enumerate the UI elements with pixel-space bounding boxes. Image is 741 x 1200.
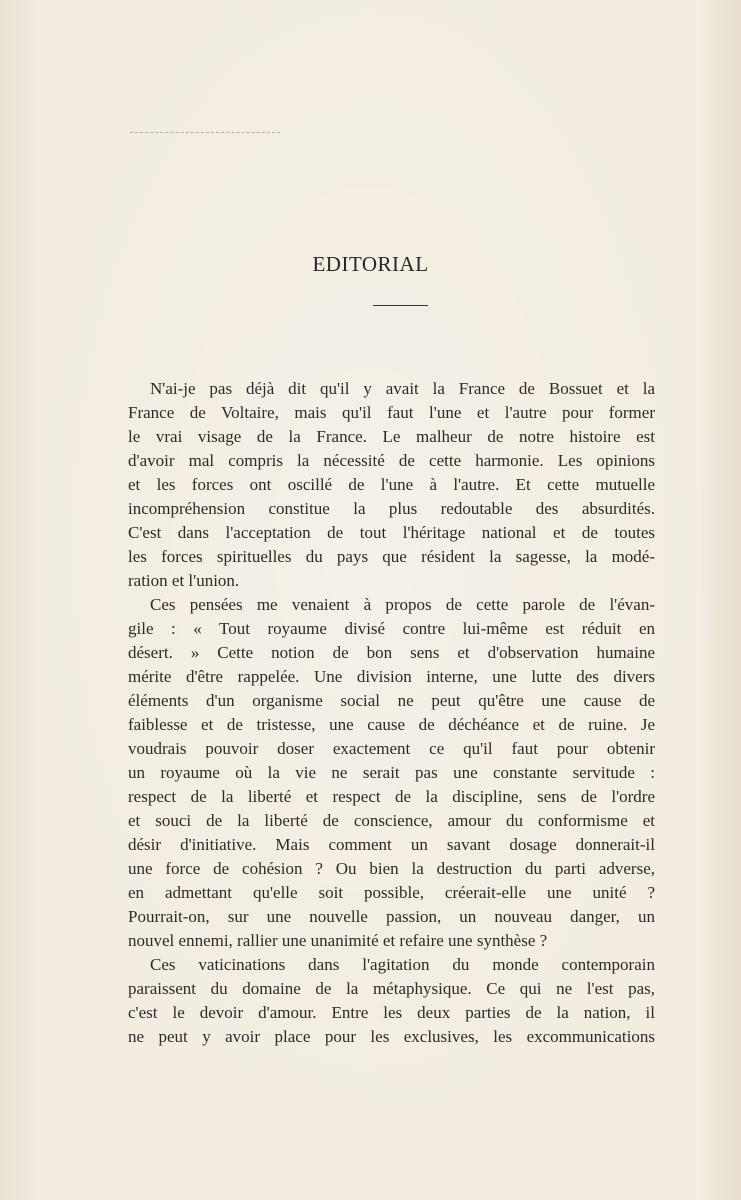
page-title: EDITORIAL: [312, 252, 429, 276]
editorial-body: [128, 377, 655, 1049]
text-line: paraissent du domaine de la métaphysique. Ce qui ne l'est pas,: [128, 979, 655, 998]
text-line: gile : « Tout royaume divisé contre lui-même est réduit en: [128, 619, 655, 638]
text-line: éléments d'un organisme social ne peut qu'être une cause de: [128, 691, 655, 710]
text-line: mérite d'être rappelée. Une division interne, une lutte des divers: [128, 667, 655, 686]
text-line: un royaume où la vie ne serait pas une constante servitude :: [128, 763, 655, 782]
text-line: N'ai-je pas déjà dit qu'il y avait la France de Bossuet et la: [150, 379, 655, 398]
text-line: faiblesse et de tristesse, une cause de déchéance et de ruine. Je: [128, 715, 655, 734]
text-line: France de Voltaire, mais qu'il faut l'une et l'autre pour former: [128, 403, 655, 422]
text-line: Pourrait-on, sur une nouvelle passion, un nouveau danger, un: [128, 907, 655, 926]
text-line: les forces spirituelles du pays que résident la sagesse, la modé-: [128, 547, 655, 566]
text-line: et les forces ont oscillé de l'une à l'autre. Et cette mutuelle: [128, 475, 655, 494]
text-line: et souci de la liberté de conscience, amour du conformisme et: [128, 811, 655, 830]
text-line: en admettant qu'elle soit possible, créerait-elle une unité ?: [128, 883, 655, 902]
text-line: une force de cohésion ? Ou bien la destruction du parti adverse,: [128, 859, 655, 878]
text-line: c'est le devoir d'amour. Entre les deux parties de la nation, il: [128, 1003, 655, 1022]
title-underline-rule: [373, 305, 428, 306]
text-line: incompréhension constitue la plus redoutable des absurdités.: [128, 499, 655, 518]
text-line: ne peut y avoir place pour les exclusives, les excommunications: [128, 1027, 655, 1046]
text-line: nouvel ennemi, rallier une unanimité et refaire une synthèse ?: [128, 931, 548, 950]
text-line: C'est dans l'acceptation de tout l'héritage national et de toutes: [128, 523, 655, 542]
decorative-dashed-rule: [130, 132, 280, 133]
text-line: Ces vaticinations dans l'agitation du monde contemporain: [150, 955, 655, 974]
text-line: désir d'initiative. Mais comment un savant dosage donnerait-il: [128, 835, 655, 854]
text-line: respect de la liberté et respect de la discipline, sens de l'ordre: [128, 787, 655, 806]
text-line: le vrai visage de la France. Le malheur de notre histoire est: [128, 427, 655, 446]
text-line: voudrais pouvoir doser exactement ce qu'il faut pour obtenir: [128, 739, 655, 758]
text-line: d'avoir mal compris la nécessité de cette harmonie. Les opinions: [128, 451, 655, 470]
text-line: Ces pensées me venaient à propos de cette parole de l'évan-: [150, 595, 655, 614]
text-line: ration et l'union.: [128, 571, 240, 590]
text-line: désert. » Cette notion de bon sens et d'observation humaine: [128, 643, 655, 662]
